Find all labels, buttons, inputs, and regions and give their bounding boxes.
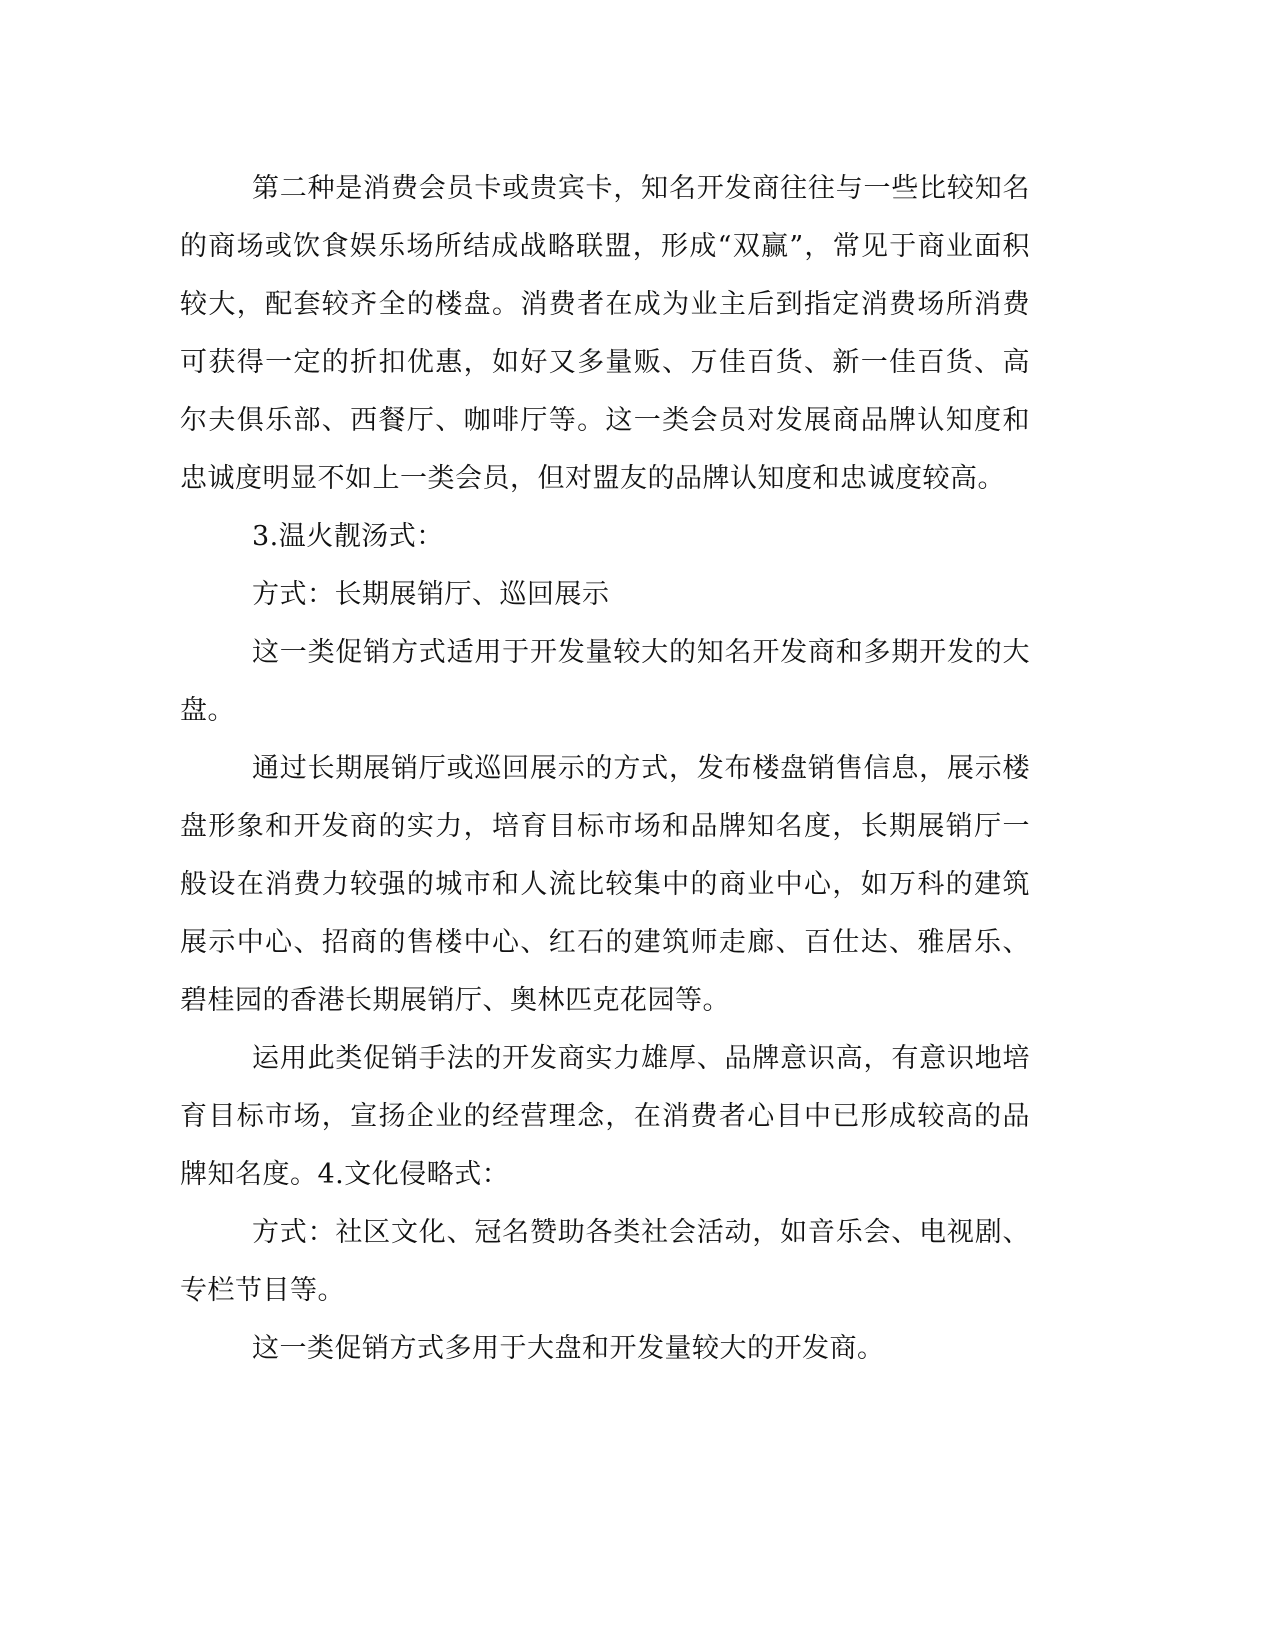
heading-warm-soup-style: 3.温火靓汤式：	[252, 521, 444, 552]
paragraph-exhibition-details: 通过长期展销厅或巡回展示的方式，发布楼盘销售信息，展示楼盘形象和开发商的实力，培育目标市场和品牌知名度，长期展销厅一般设在消费力较强的城市和人流比较集中的商业中心，如万科的建筑展示中心、招商的售楼中心、红石的建筑师走廊、百仕达、雅居乐、碧桂园的香港长期展销厅、奥林匹克花园等。	[180, 753, 1030, 1016]
paragraph-developer-strength: 运用此类促销手法的开发商实力雄厚、品牌意识高，有意识地培育目标市场，宣扬企业的经营理念，在消费者心目中已形成较高的品牌知名度。4.文化侵略式：	[180, 1043, 1030, 1190]
paragraph-method-exhibition: 方式：长期展销厅、巡回展示	[252, 579, 610, 610]
paragraph-method-culture: 方式：社区文化、冠名赞助各类社会活动，如音乐会、电视剧、专栏节目等。	[180, 1217, 1030, 1306]
paragraph-culture-applicability: 这一类促销方式多用于大盘和开发量较大的开发商。	[252, 1333, 885, 1364]
paragraph-membership-card: 第二种是消费会员卡或贵宾卡，知名开发商往往与一些比较知名的商场或饮食娱乐场所结成战略联盟，形成“双赢”，常见于商业面积较大，配套较齐全的楼盘。消费者在成为业主后到指定消费场所消费可获得一定的折扣优惠，如好又多量贩、万佳百货、新一佳百货、高尔夫俱乐部、西餐厅、咖啡厅等。这一类会员对发展商品牌认知度和忠诚度明显不如上一类会员，但对盟友的品牌认知度和忠诚度较高。	[180, 173, 1030, 494]
paragraph-applicability: 这一类促销方式适用于开发量较大的知名开发商和多期开发的大盘。	[180, 637, 1030, 726]
document-body	[180, 160, 1030, 1378]
